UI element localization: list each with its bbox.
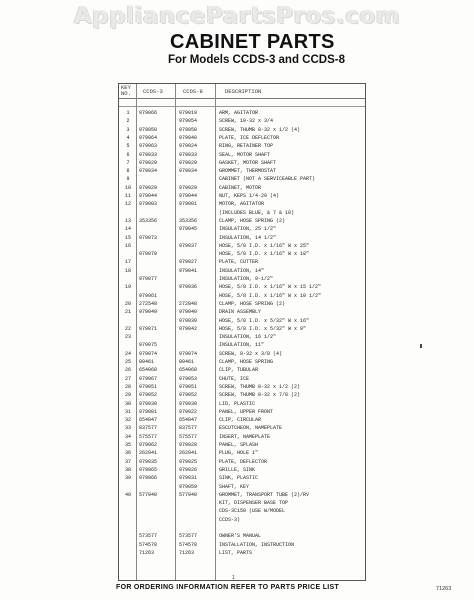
- description-cell: CLAMP, HOSE SPRING: [219, 359, 274, 365]
- key-cell: 4: [126, 134, 130, 141]
- ccds3-part-cell: 979071: [139, 325, 158, 332]
- key-cell: 22: [124, 325, 131, 332]
- ccds8-part-cell: 654060: [179, 367, 198, 374]
- ccds8-part-cell: 979036: [179, 284, 198, 291]
- table-row: [119, 110, 365, 116]
- table-row: [119, 309, 365, 315]
- description-cell: ARM, AGITATOR: [219, 110, 259, 116]
- description-cell: PLUG, HOLE 1": [219, 450, 259, 457]
- ccds3-part-cell: 979033: [139, 151, 158, 158]
- table-row: [119, 334, 365, 340]
- table-row: [119, 367, 365, 373]
- table-row: [119, 301, 365, 307]
- ccds8-part-cell: 979054: [179, 118, 198, 125]
- key-cell: 25: [124, 359, 131, 365]
- ccds8-part-cell: 979029: [179, 159, 198, 166]
- ccds8-part-cell: 979040: [179, 134, 198, 141]
- ccds8-part-cell: 979033: [179, 151, 198, 158]
- key-cell: 1: [126, 110, 130, 116]
- table-row: [119, 533, 365, 539]
- key-cell: 14: [124, 226, 131, 233]
- ccds8-part-cell: 979040: [179, 309, 198, 316]
- ccds3-part-cell: 272548: [139, 300, 158, 307]
- ccds3-part-cell: 575577: [139, 433, 158, 440]
- ccds8-part-cell: 979001: [179, 201, 198, 208]
- description-cell: SCREW, THUMB 8-32 x 1/2 (4): [219, 126, 301, 133]
- ccds3-part-cell: 837577: [139, 425, 158, 432]
- ccds8-part-cell: 573577: [179, 533, 198, 540]
- parts-table: [118, 83, 366, 581]
- ccds8-part-cell: 979044: [179, 193, 198, 199]
- description-cell: SHAFT, KEY: [219, 483, 250, 490]
- ccds3-part-cell: 979030: [139, 400, 158, 407]
- table-row: [119, 168, 365, 174]
- ccds8-part-cell: 80461: [179, 359, 195, 365]
- key-cell: 5: [126, 143, 130, 150]
- ccds3-part-cell: 262041: [139, 450, 158, 457]
- key-cell: 32: [124, 417, 131, 424]
- ccds3-part-cell: 979077: [139, 276, 158, 282]
- ccds3-part-cell: 979066: [139, 475, 158, 482]
- table-row: [119, 326, 365, 332]
- description-cell: CHUTE, ICE: [219, 375, 250, 382]
- description-cell: INSULATION, 16 1/2": [219, 334, 277, 341]
- ccds3-part-cell: 979029: [139, 159, 158, 166]
- table-row: [119, 342, 365, 348]
- description-cell: INSULATION, 14": [219, 267, 265, 274]
- key-cell: 37: [124, 458, 131, 465]
- description-cell: PANEL, UPPER FRONT: [219, 408, 274, 415]
- ccds3-part-cell: 979074: [139, 350, 158, 357]
- description-cell: GASKET, MOTOR SHAFT: [219, 159, 277, 166]
- key-cell: 13: [124, 217, 131, 224]
- table-row: [119, 293, 365, 299]
- table-row: [119, 434, 365, 440]
- ccds3-part-cell: 654047: [139, 417, 158, 424]
- ccds3-part-cell: 71263: [139, 549, 155, 556]
- page-title: CABINET PARTS: [170, 31, 335, 53]
- ccds3-part-cell: 979064: [139, 134, 158, 141]
- ccds8-part-cell: 979052: [179, 392, 198, 399]
- ccds8-part-cell: 979037: [179, 242, 198, 249]
- table-row: [119, 508, 365, 514]
- key-cell: 17: [124, 259, 131, 266]
- ccds3-part-cell: 573577: [139, 533, 158, 540]
- ccds8-part-cell: 979027: [179, 259, 198, 266]
- ccds8-part-cell: 574578: [179, 541, 198, 548]
- ccds8-part-cell: 979074: [179, 350, 198, 357]
- description-cell: LIST, PARTS: [219, 549, 253, 556]
- description-cell: INSULATION, 11": [219, 342, 265, 349]
- ccds8-part-cell: 979039: [179, 317, 198, 324]
- table-row: [119, 318, 365, 324]
- description-cell: ESCUTCHEON, NAMEPLATE: [219, 425, 283, 432]
- table-row: [119, 127, 365, 133]
- key-cell: 39: [124, 475, 131, 482]
- header-divider: [119, 98, 365, 99]
- key-cell: 23: [124, 334, 131, 341]
- ccds8-part-cell: 979034: [179, 168, 198, 175]
- table-row: [119, 284, 365, 290]
- description-cell: INSULATION, 25 1/2": [219, 226, 277, 233]
- header-description: DESCRIPTION: [225, 88, 262, 95]
- table-row: [119, 143, 365, 149]
- table-row: [119, 384, 365, 390]
- table-row: [119, 442, 365, 448]
- table-row: [119, 425, 365, 431]
- description-cell: CCDS-3): [219, 516, 241, 523]
- description-cell: SCREW, THUMB 8-32 x 7/8 (2): [219, 392, 301, 399]
- table-row: [119, 409, 365, 415]
- description-cell: NUT, KEPS 1/4-20 (4): [219, 193, 280, 199]
- description-cell: HOSE, 5/8 I.D. x 5/32" W x 9": [219, 325, 307, 332]
- ccds3-part-cell: 577940: [139, 491, 158, 498]
- key-cell: 10: [124, 184, 131, 191]
- table-row: [119, 467, 365, 473]
- table-row: [119, 268, 365, 274]
- table-row: [119, 276, 365, 282]
- description-cell: HOSE, 5/8 I.D. x 5/32" W x 16": [219, 317, 310, 324]
- ccds3-part-cell: 979070: [139, 251, 158, 258]
- table-row: [119, 160, 365, 166]
- key-cell: 3: [126, 126, 130, 133]
- description-cell: LID, PLASTIC: [219, 400, 256, 407]
- description-cell: GRILLE, SINK: [219, 466, 256, 473]
- description-cell: INSULATION, 9-1/2": [219, 276, 274, 282]
- description-cell: OWNER'S MANUAL: [219, 533, 262, 540]
- ccds8-part-cell: 575577: [179, 433, 198, 440]
- table-row: [119, 417, 365, 423]
- description-cell: CLAMP, HOSE SPRING (2): [219, 217, 286, 224]
- ccds3-part-cell: 979034: [139, 168, 158, 175]
- table-row: [119, 392, 365, 398]
- ccds8-part-cell: 262041: [179, 450, 198, 457]
- ccds3-part-cell: 979049: [139, 309, 158, 316]
- table-row: [119, 193, 365, 199]
- key-cell: 11: [124, 193, 131, 199]
- table-row: [119, 259, 365, 265]
- table-row: [119, 459, 365, 465]
- ccds8-part-cell: 979041: [179, 267, 198, 274]
- ccds8-part-cell: 71263: [179, 549, 195, 556]
- table-row: [119, 450, 365, 456]
- description-cell: DRAIN ASSEMBLY: [219, 309, 262, 316]
- description-cell: HOSE, 5/8 I.D. x 1/16" W x 25": [219, 242, 310, 249]
- ccds3-part-cell: 654060: [139, 367, 158, 374]
- key-cell: 9: [126, 176, 130, 183]
- table-row: [119, 185, 365, 191]
- key-cell: 36: [124, 450, 131, 457]
- table-row: [119, 500, 365, 506]
- description-cell: CDS-3C150 (USE W/MODEL: [219, 508, 286, 515]
- ccds8-part-cell: 979051: [179, 383, 198, 390]
- header-ccds3: CCDS-3: [143, 88, 163, 95]
- key-cell: 20: [124, 300, 131, 307]
- ccds3-part-cell: 979062: [139, 442, 158, 448]
- description-cell: SCREW, 10-32 x 3/4: [219, 118, 274, 125]
- description-cell: GROMMET, TRANSPORT TUBE (2)/RV: [219, 491, 310, 498]
- table-row: [119, 492, 365, 498]
- table-row: [119, 201, 365, 207]
- key-cell: 27: [124, 375, 131, 382]
- ccds3-part-cell: 979052: [139, 392, 158, 399]
- description-cell: SCREW, 8-32 x 3/8 (4): [219, 350, 283, 357]
- description-cell: HOSE, 5/8 I.D. x 1/16" W x 15 1/2": [219, 284, 322, 291]
- description-cell: PLATE, CUTTER: [219, 259, 259, 266]
- footer-note: FOR ORDERING INFORMATION REFER TO PARTS PRICE LIST: [116, 584, 340, 591]
- ccds3-part-cell: 574578: [139, 541, 158, 548]
- description-cell: CLAMP, HOSE SPRING (2): [219, 300, 286, 307]
- watermark-logo: AppliancePartsPros.com: [73, 3, 401, 29]
- ccds8-part-cell: 353356: [179, 217, 198, 224]
- ccds3-part-cell: 979063: [139, 143, 158, 150]
- table-row: [119, 243, 365, 249]
- ccds8-part-cell: 654047: [179, 417, 198, 424]
- ccds3-part-cell: 353356: [139, 217, 158, 224]
- description-cell: INSTALLATION, INSTRUCTION: [219, 541, 295, 548]
- table-row: [119, 550, 365, 556]
- description-cell: INSERT, NAMEPLATE: [219, 433, 271, 440]
- table-row: [119, 376, 365, 382]
- key-cell: 29: [124, 392, 131, 399]
- description-cell: PANEL, SPLASH: [219, 442, 259, 448]
- header-divider-lower: [119, 106, 365, 107]
- page-subtitle: For Models CCDS-3 and CCDS-8: [168, 54, 345, 66]
- key-cell: 40: [124, 491, 131, 498]
- key-cell: 34: [124, 433, 131, 440]
- ccds8-part-cell: 979019: [179, 110, 198, 116]
- key-cell: 30: [124, 400, 131, 407]
- table-row: [119, 235, 365, 241]
- key-cell: 24: [124, 350, 131, 357]
- table-row: [119, 484, 365, 490]
- description-cell: INSULATION, 14 1/2": [219, 234, 277, 241]
- table-row: [119, 176, 365, 182]
- ccds8-part-cell: 979053: [179, 375, 198, 382]
- description-cell: CABINET (NOT A SERVICEABLE PART): [219, 176, 316, 183]
- ccds3-part-cell: 979003: [139, 201, 158, 208]
- description-cell: GROMMET, THERMOSTAT: [219, 168, 277, 175]
- key-cell: 21: [124, 309, 131, 316]
- ccds3-part-cell: 979061: [139, 292, 158, 299]
- header-ccds8: CCDS-8: [183, 88, 203, 95]
- table-row: [119, 517, 365, 523]
- description-cell: CABINET, MOTOR: [219, 184, 262, 191]
- description-cell: MOTOR, AGITATOR: [219, 201, 265, 208]
- key-cell: 8: [126, 168, 130, 175]
- ccds3-part-cell: 979044: [139, 193, 158, 199]
- ccds8-part-cell: 979042: [179, 325, 198, 332]
- ccds3-part-cell: 80461: [139, 359, 155, 365]
- key-cell: 18: [124, 267, 131, 274]
- ccds3-part-cell: 979073: [139, 234, 158, 241]
- description-cell: SINK, PLASTIC: [219, 475, 259, 482]
- table-row: [119, 118, 365, 124]
- ccds8-part-cell: 979031: [179, 475, 198, 482]
- ccds3-part-cell: 979035: [139, 458, 158, 465]
- key-cell: 7: [126, 159, 130, 166]
- key-cell: 31: [124, 408, 131, 415]
- key-cell: 35: [124, 442, 131, 448]
- ccds8-part-cell: 979059: [179, 483, 198, 490]
- description-cell: HOSE, 5/8 I.D. x 1/16" W x 18": [219, 251, 310, 258]
- key-cell: 26: [124, 367, 131, 374]
- page-code: 71263: [436, 586, 452, 592]
- table-row: [119, 251, 365, 257]
- key-cell: 2: [126, 118, 130, 125]
- ccds3-part-cell: 979066: [139, 110, 158, 116]
- ccds8-part-cell: 979045: [179, 226, 198, 233]
- header-key: KEY NO.: [121, 84, 131, 97]
- table-row: [119, 351, 365, 357]
- ccds3-part-cell: 979029: [139, 184, 158, 191]
- key-cell: 28: [124, 383, 131, 390]
- description-cell: CLIP, CIRCULAR: [219, 417, 262, 424]
- table-row: [119, 218, 365, 224]
- description-cell: RING, RETAINER TOP: [219, 143, 274, 150]
- key-cell: 6: [126, 151, 130, 158]
- ccds3-part-cell: 979050: [139, 126, 158, 133]
- page-number: 1: [232, 575, 235, 581]
- ccds8-part-cell: 837577: [179, 425, 198, 432]
- ccds8-part-cell: 979028: [179, 442, 198, 448]
- ccds8-part-cell: 979025: [179, 458, 198, 465]
- description-cell: PLATE, ICE DEFLECTOR: [219, 134, 280, 141]
- ccds8-part-cell: 979030: [179, 400, 198, 407]
- ccds3-part-cell: 979075: [139, 342, 158, 349]
- table-row: [119, 542, 365, 548]
- table-row: [119, 226, 365, 232]
- table-row: [119, 525, 365, 531]
- key-cell: 16: [124, 242, 131, 249]
- description-cell: HOSE, 5/8 I.D. x 1/16" W x 10 1/2": [219, 292, 322, 299]
- scan-mark: [420, 344, 422, 348]
- ccds3-part-cell: 979065: [139, 466, 158, 473]
- ccds8-part-cell: 272848: [179, 300, 198, 307]
- ccds8-part-cell: 979024: [179, 143, 198, 150]
- table-row: [119, 359, 365, 365]
- description-cell: PLATE, DEFLECTOR: [219, 458, 268, 465]
- table-row: [119, 475, 365, 481]
- description-cell: KIT, DISPENSER BASE TOP: [219, 500, 289, 507]
- table-row: [119, 401, 365, 407]
- ccds3-part-cell: 979067: [139, 375, 158, 382]
- ccds8-part-cell: 979029: [179, 184, 198, 191]
- ccds8-part-cell: 979050: [179, 126, 198, 133]
- ccds8-part-cell: 979026: [179, 466, 198, 473]
- ccds3-part-cell: 979051: [139, 383, 158, 390]
- description-cell: CLIP, TUBULAR: [219, 367, 259, 374]
- table-row: [119, 152, 365, 158]
- table-row: [119, 210, 365, 216]
- key-cell: 33: [124, 425, 131, 432]
- ccds8-part-cell: 979022: [179, 408, 198, 415]
- description-cell: SCREW, THUMB 8-32 x 1/2 (2): [219, 383, 301, 390]
- description-cell: (INCLUDES BLUE, & 7 & 10): [219, 209, 295, 216]
- table-row: [119, 135, 365, 141]
- key-cell: 38: [124, 466, 131, 473]
- key-cell: 19: [124, 284, 131, 291]
- key-cell: 12: [124, 201, 131, 208]
- key-cell: 15: [124, 234, 131, 241]
- ccds3-part-cell: 979081: [139, 408, 158, 415]
- ccds8-part-cell: 577940: [179, 491, 198, 498]
- description-cell: SEAL, MOTOR SHAFT: [219, 151, 271, 158]
